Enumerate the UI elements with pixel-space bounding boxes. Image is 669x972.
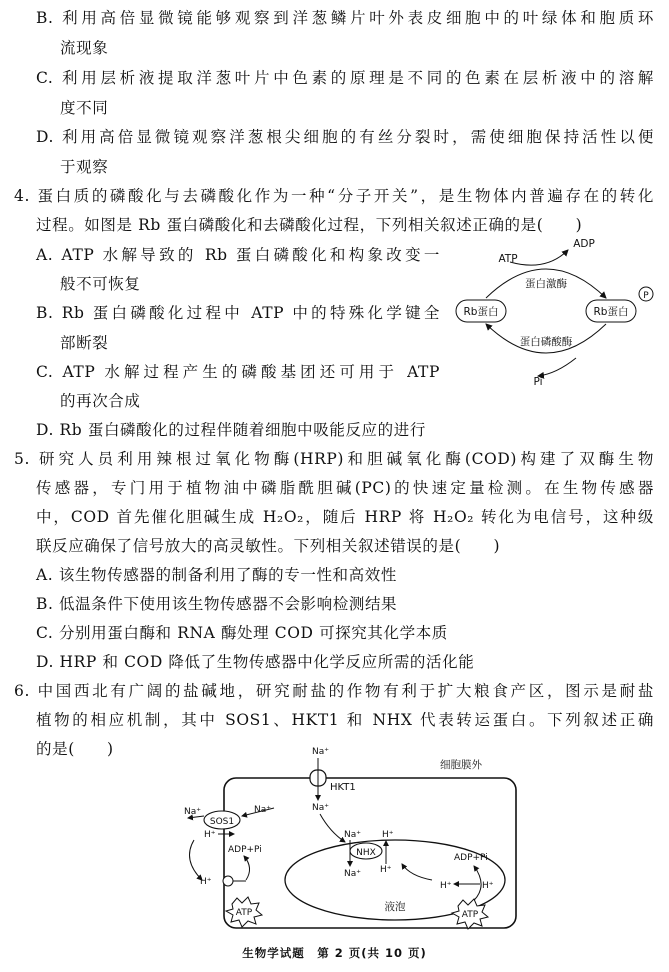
- q4-option-a-line2: 般不可恢复: [60, 275, 141, 293]
- q4-stem-line1: 4. 蛋白质的磷酸化与去磷酸化作为一种“分子开关”，是生物体内普遍存在的转化: [14, 187, 654, 205]
- q6-outside-label: 细胞膜外: [440, 759, 482, 771]
- q6-h-pump-label: H⁺: [200, 877, 212, 887]
- page-footer: 生物学试题 第 2 页(共 10 页): [242, 946, 427, 960]
- q6-sos1-label: SOS1: [209, 817, 235, 827]
- q6-na-nhx-bottom-label: Na⁺: [344, 869, 361, 879]
- q4-rb-left-label: Rb蛋白: [463, 306, 499, 318]
- q4-option-c-line2: 的再次合成: [60, 392, 141, 410]
- q5-option-b: B. 低温条件下使用该生物传感器不会影响检测结果: [36, 595, 398, 613]
- proton-pump-icon: [223, 876, 233, 886]
- q4-pi-label: Pi: [533, 376, 543, 388]
- q4-rb-right-label: Rb蛋白: [593, 306, 629, 318]
- q4-option-d: D. Rb 蛋白磷酸化的过程伴随着细胞中吸能反应的进行: [36, 421, 426, 439]
- q6-h-nhx-bottom-label: H⁺: [380, 865, 392, 875]
- q3-option-b-line2: 流现象: [60, 39, 109, 57]
- q6-na-sos-out-label: Na⁺: [184, 807, 201, 817]
- q3-option-d-line2: 于观察: [60, 158, 109, 176]
- q6-h-nhx-top-label: H⁺: [382, 830, 394, 840]
- q6-atp-left-label: ATP: [235, 908, 253, 918]
- q6-h-sos-label: H⁺: [204, 830, 216, 840]
- q6-nhx-label: NHX: [356, 848, 376, 858]
- q5-option-c: C. 分别用蛋白酶和 RNA 酶处理 COD 可探究其化学本质: [36, 624, 448, 642]
- q4-phosphate-label: P: [643, 291, 649, 301]
- q6-stem-line1: 6. 中国西北有广阔的盐碱地，研究耐盐的作物有利于扩大粮食产区，图示是耐盐: [14, 682, 654, 700]
- q6-na-sos-in-label: Na⁺: [254, 805, 271, 815]
- q6-adp-left-label: ADP+Pi: [228, 845, 262, 855]
- q4-option-c-line1: C. ATP 水解过程产生的磷酸基团还可用于 ATP: [36, 363, 440, 381]
- q6-salt-tolerance-diagram: [170, 740, 530, 934]
- q6-vacuole-label: 液泡: [384, 901, 406, 913]
- q4-adp-label: ADP: [573, 238, 595, 250]
- q3-option-b-line1: B. 利用高倍显微镜能够观察到洋葱鳞片叶外表皮细胞中的叶绿体和胞质环: [36, 9, 654, 27]
- q4-atp-label: ATP: [498, 253, 518, 265]
- q4-stem-line2: 过程。如图是 Rb 蛋白磷酸化和去磷酸化过程，下列相关叙述正确的是( ): [36, 216, 583, 234]
- q3-option-c-line1: C. 利用层析液提取洋葱叶片中色素的原理是不同的色素在层析液中的溶解: [36, 69, 654, 87]
- q6-hkt1-label: HKT1: [330, 782, 356, 793]
- q4-option-b-line2: 部断裂: [60, 334, 109, 352]
- q6-h-right-in-label: H⁺: [440, 881, 452, 891]
- q4-rb-phosphorylation-diagram: [446, 232, 660, 390]
- q5-option-d: D. HRP 和 COD 降低了生物传感器中化学反应所需的活化能: [36, 653, 475, 671]
- q6-atp-right-label: ATP: [461, 910, 479, 920]
- q3-option-c-line2: 度不同: [60, 99, 109, 117]
- q5-stem-line4: 联反应确保了信号放大的高灵敏性。下列相关叙述错误的是( ): [36, 537, 501, 555]
- q6-stem-line3: 的是( ): [36, 740, 114, 758]
- q4-option-b-line1: B. Rb 蛋白磷酸化过程中 ATP 中的特殊化学键全: [36, 304, 440, 322]
- q5-option-a: A. 该生物传感器的制备利用了酶的专一性和高效性: [36, 566, 397, 584]
- q5-stem-line2: 传感器，专门用于植物油中磷脂酰胆碱(PC)的快速定量检测。在生物传感器: [36, 479, 654, 497]
- q6-na-nhx-top-label: Na⁺: [344, 830, 361, 840]
- q5-stem-line1: 5. 研究人员利用辣根过氧化物酶(HRP)和胆碱氧化酶(COD)构建了双酶生物: [14, 450, 654, 468]
- q6-stem-line2: 植物的相应机制，其中 SOS1、HKT1 和 NHX 代表转运蛋白。下列叙述正确: [36, 711, 654, 729]
- q6-h-right-out-label: H⁺: [482, 881, 494, 891]
- q6-adp-right-label: ADP+Pi: [454, 853, 488, 863]
- q4-kinase-label: 蛋白激酶: [525, 278, 567, 290]
- q5-stem-line3: 中，COD 首先催化胆碱生成 H₂O₂，随后 HRP 将 H₂O₂ 转化为电信号，这种级: [36, 508, 654, 526]
- q6-na-top-label: Na⁺: [312, 747, 329, 757]
- q4-phosphatase-label: 蛋白磷酸酶: [519, 336, 573, 348]
- q3-option-d-line1: D. 利用高倍显微镜观察洋葱根尖细胞的有丝分裂时，需使细胞保持活性以便: [36, 128, 654, 146]
- q6-na-inside-label: Na⁺: [312, 803, 329, 813]
- q4-option-a-line1: A. ATP 水解导致的 Rb 蛋白磷酸化和构象改变一: [36, 246, 440, 264]
